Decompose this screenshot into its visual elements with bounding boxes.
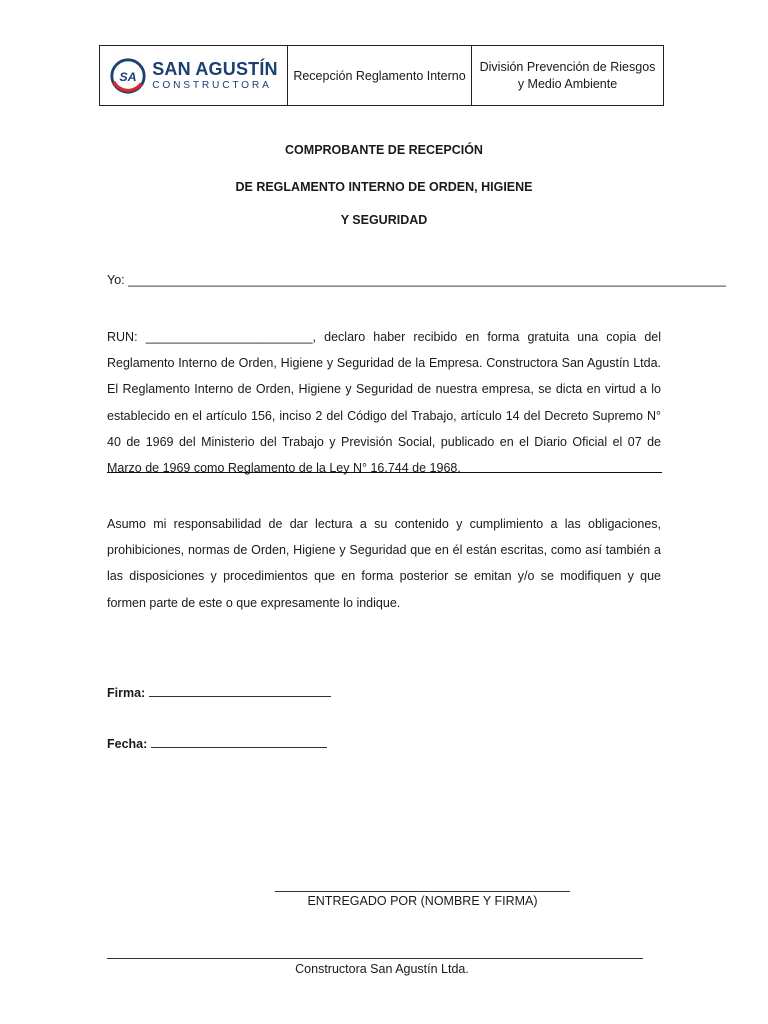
division-line-2: y Medio Ambiente	[517, 76, 618, 91]
logo-cell	[100, 46, 288, 105]
document-title-line-2: DE REGLAMENTO INTERNO DE ORDEN, HIGIENE	[235, 180, 533, 194]
entregado-signature-line	[275, 891, 570, 892]
company-logo	[109, 57, 278, 95]
section-divider	[107, 472, 662, 473]
logo-company-subtitle: CONSTRUCTORA	[152, 79, 272, 91]
logo-company-name: SAN AGUSTÍN	[152, 58, 278, 79]
company-signature-line	[107, 958, 643, 959]
sa-logo-icon	[109, 57, 147, 95]
division-line-1: División Prevención de Riesgos	[479, 59, 656, 74]
firma-blank-line	[149, 686, 331, 697]
document-title-line-1: COMPROBANTE DE RECEPCIÓN	[285, 143, 483, 157]
logo-monogram: SA	[119, 69, 137, 84]
fecha-blank-line	[151, 737, 327, 748]
yo-line: Yo: ______________________________________________________________________________________	[107, 273, 726, 287]
document-header	[99, 45, 664, 106]
header-division	[472, 46, 663, 105]
run-declaration-paragraph: RUN: ________________________, declaro haber recibido en forma gratuita una copia del Reglamento Interno de Orden, Higiene y Seguridad de la Empresa. Constructora San Agustín Ltda. El Reglamento Interno de Orden, Higiene y Seguridad de nuestra empresa, se dicta en virtud a lo establecido en el artículo 156, inciso 2 del Código del Trabajo, artículo 14 del Decreto Supremo N° 40 de 1969 del Ministerio del Trabajo y Previsión Social, publicado en el Diario Oficial el 07 de Marzo de 1969 como Reglamento de la Ley N° 16.744 de 1968.	[107, 330, 661, 476]
fecha-label: Fecha:	[107, 737, 148, 751]
company-label: Constructora San Agustín Ltda.	[295, 962, 469, 976]
document-title-line-3: Y SEGURIDAD	[340, 213, 428, 227]
entregado-label: ENTREGADO POR (NOMBRE Y FIRMA)	[307, 894, 538, 908]
header-title: Recepción Reglamento Interno	[288, 46, 472, 105]
firma-field	[107, 686, 331, 700]
firma-label: Firma:	[107, 686, 146, 700]
fecha-field	[107, 737, 327, 751]
responsibility-paragraph: Asumo mi responsabilidad de dar lectura a su contenido y cumplimiento a las obligaciones, prohibiciones, normas de Orden, Higiene y Seguridad que en él están escritas, como así también a las disposiciones y procedimientos que en forma posterior se emitan y/o se modifiquen y que formen parte de este o que expresamente lo indique.	[107, 517, 661, 610]
